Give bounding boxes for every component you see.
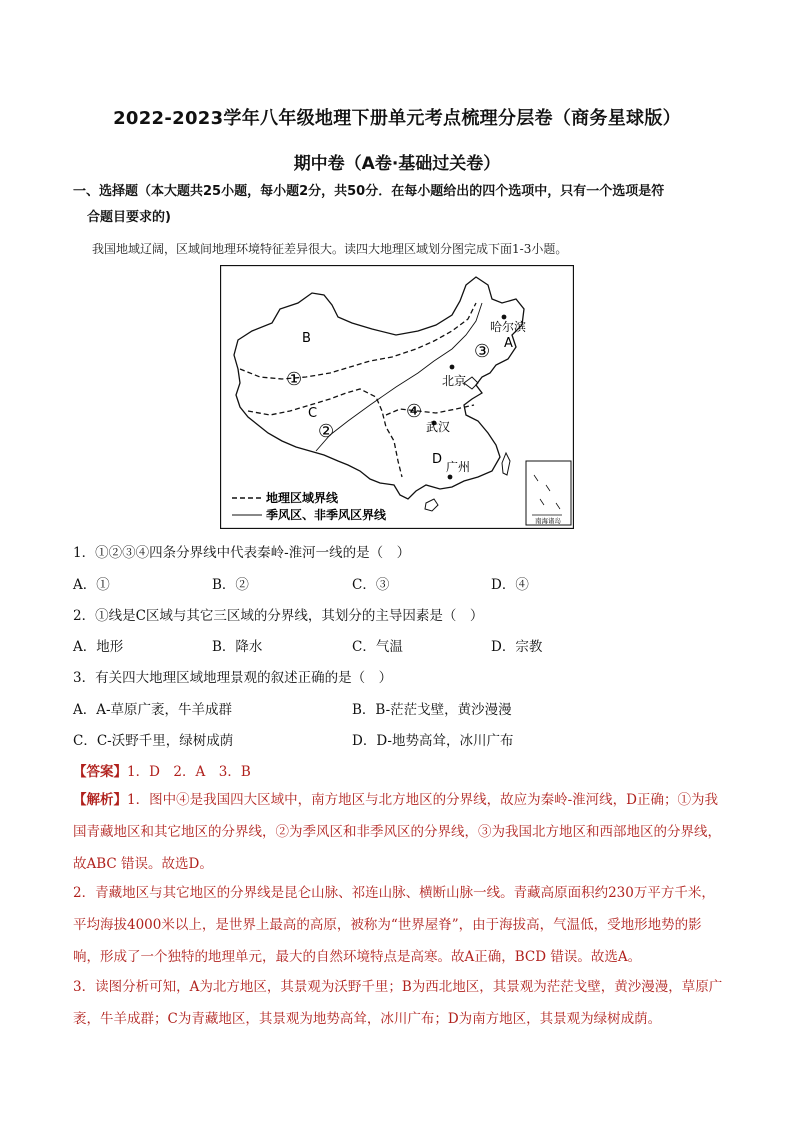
document-subtitle: 期中卷（A卷·基础过关卷）: [293, 154, 501, 174]
region-label-b: B: [302, 331, 311, 346]
city-label-harbin: 哈尔滨: [490, 320, 527, 334]
region-label-c: C: [308, 406, 318, 421]
line-marker-3: ③: [474, 341, 491, 362]
line-marker-4: ④: [406, 401, 423, 422]
question-3-option-c: C．C-沃野千里，绿树成荫: [73, 733, 234, 749]
question-intro: 我国地域辽阔，区域间地理环境特征差异很大。读四大地理区域划分图完成下面1-3小题。: [92, 242, 568, 256]
city-label-guangzhou: 广州: [446, 460, 471, 474]
section-heading-line1: 一、选择题（本大题共25小题，每小题2分，共50分．在每小题给出的四个选项中，只有一个选项是符: [73, 184, 665, 199]
question-1-option-c: C．③: [352, 577, 390, 593]
region-label-d: D: [432, 452, 443, 467]
question-1-option-d: D．④: [491, 577, 529, 593]
answer-line: [73, 760, 251, 780]
south-china-sea-inset: [526, 461, 571, 525]
question-2-option-a: A．地形: [73, 639, 124, 655]
question-2-option-d: D．宗教: [491, 639, 543, 655]
line-marker-1: ①: [286, 369, 303, 390]
question-3-option-b: B．B-茫茫戈壁，黄沙漫漫: [352, 702, 512, 718]
section-heading: [73, 179, 723, 231]
document-title: 2022-2023学年八年级地理下册单元考点梳理分层卷（商务星球版）: [113, 108, 681, 129]
question-1-stem: 1．①②③④四条分界线中代表秦岭-淮河一线的是（ ）: [73, 545, 411, 561]
question-3-stem: 3．有关四大地理区域地理景观的叙述正确的是（ ）: [73, 670, 393, 686]
analysis-paragraph-3: 3．读图分析可知，A为北方地区，其景观为沃野千里；B为西北地区，其景观为茫茫戈壁，黄沙漫漫，草原广袤，牛羊成群；C为青藏地区，其景观为地势高耸，冰川广布；D为南方地区，其景观为绿树成荫。: [73, 979, 723, 1027]
legend-thin-label: 季风区、非季风区界线: [266, 508, 387, 522]
legend-dashed-label: 地理区域界线: [266, 491, 339, 505]
guangzhou-dot: [448, 475, 453, 480]
analysis-paragraph-2: 2．青藏地区与其它地区的分界线是昆仑山脉、祁连山脉、横断山脉一线。青藏高原面积约230万平方千米，平均海拔4000米以上，是世界上最高的高原，被称为“世界屋脊”，由于海拔高，气温低，受地形地势的影响，形成了一个独特的地理单元，最大的自然环境特点是高寒。故A正确，BCD 错误。故选A。: [73, 885, 715, 965]
harbin-dot: [502, 315, 507, 320]
city-label-beijing: 北京: [442, 374, 467, 388]
beijing-dot: [450, 365, 455, 370]
analysis-text-1: 1．图中④是我国四大区域中，南方地区与北方地区的分界线，故应为秦岭-淮河线，D正确；①为我国青藏地区和其它地区的分界线，②为季风区和非季风区的分界线，③为我国北方地区和西部地区的分界线，故ABC 错误。故选D。: [73, 792, 721, 872]
answer-tag: 【答案】: [73, 764, 127, 780]
question-2-option-c: C．气温: [352, 639, 403, 655]
question-3-option-a: A．A-草原广袤，牛羊成群: [73, 702, 233, 718]
question-1-option-a: A．①: [73, 577, 110, 593]
section-heading-line2: 合题目要求的): [87, 210, 171, 225]
inset-label: 南海诸岛: [535, 517, 561, 525]
question-1-option-b: B．②: [212, 577, 249, 593]
question-2-option-b: B．降水: [212, 639, 263, 655]
region-label-a: A: [504, 336, 513, 351]
line-marker-2: ②: [318, 421, 335, 442]
answer-text: 1．D 2．A 3．B: [127, 764, 251, 780]
question-3-option-d: D．D-地势高耸，冰川广布: [352, 733, 514, 749]
question-2-stem: 2．①线是C区域与其它三区域的分界线，其划分的主导因素是（ ）: [73, 608, 484, 624]
china-regions-map: [220, 265, 574, 529]
city-label-wuhan: 武汉: [426, 420, 451, 434]
analysis-paragraph-1: [73, 784, 723, 880]
analysis-tag: 【解析】: [73, 792, 127, 808]
